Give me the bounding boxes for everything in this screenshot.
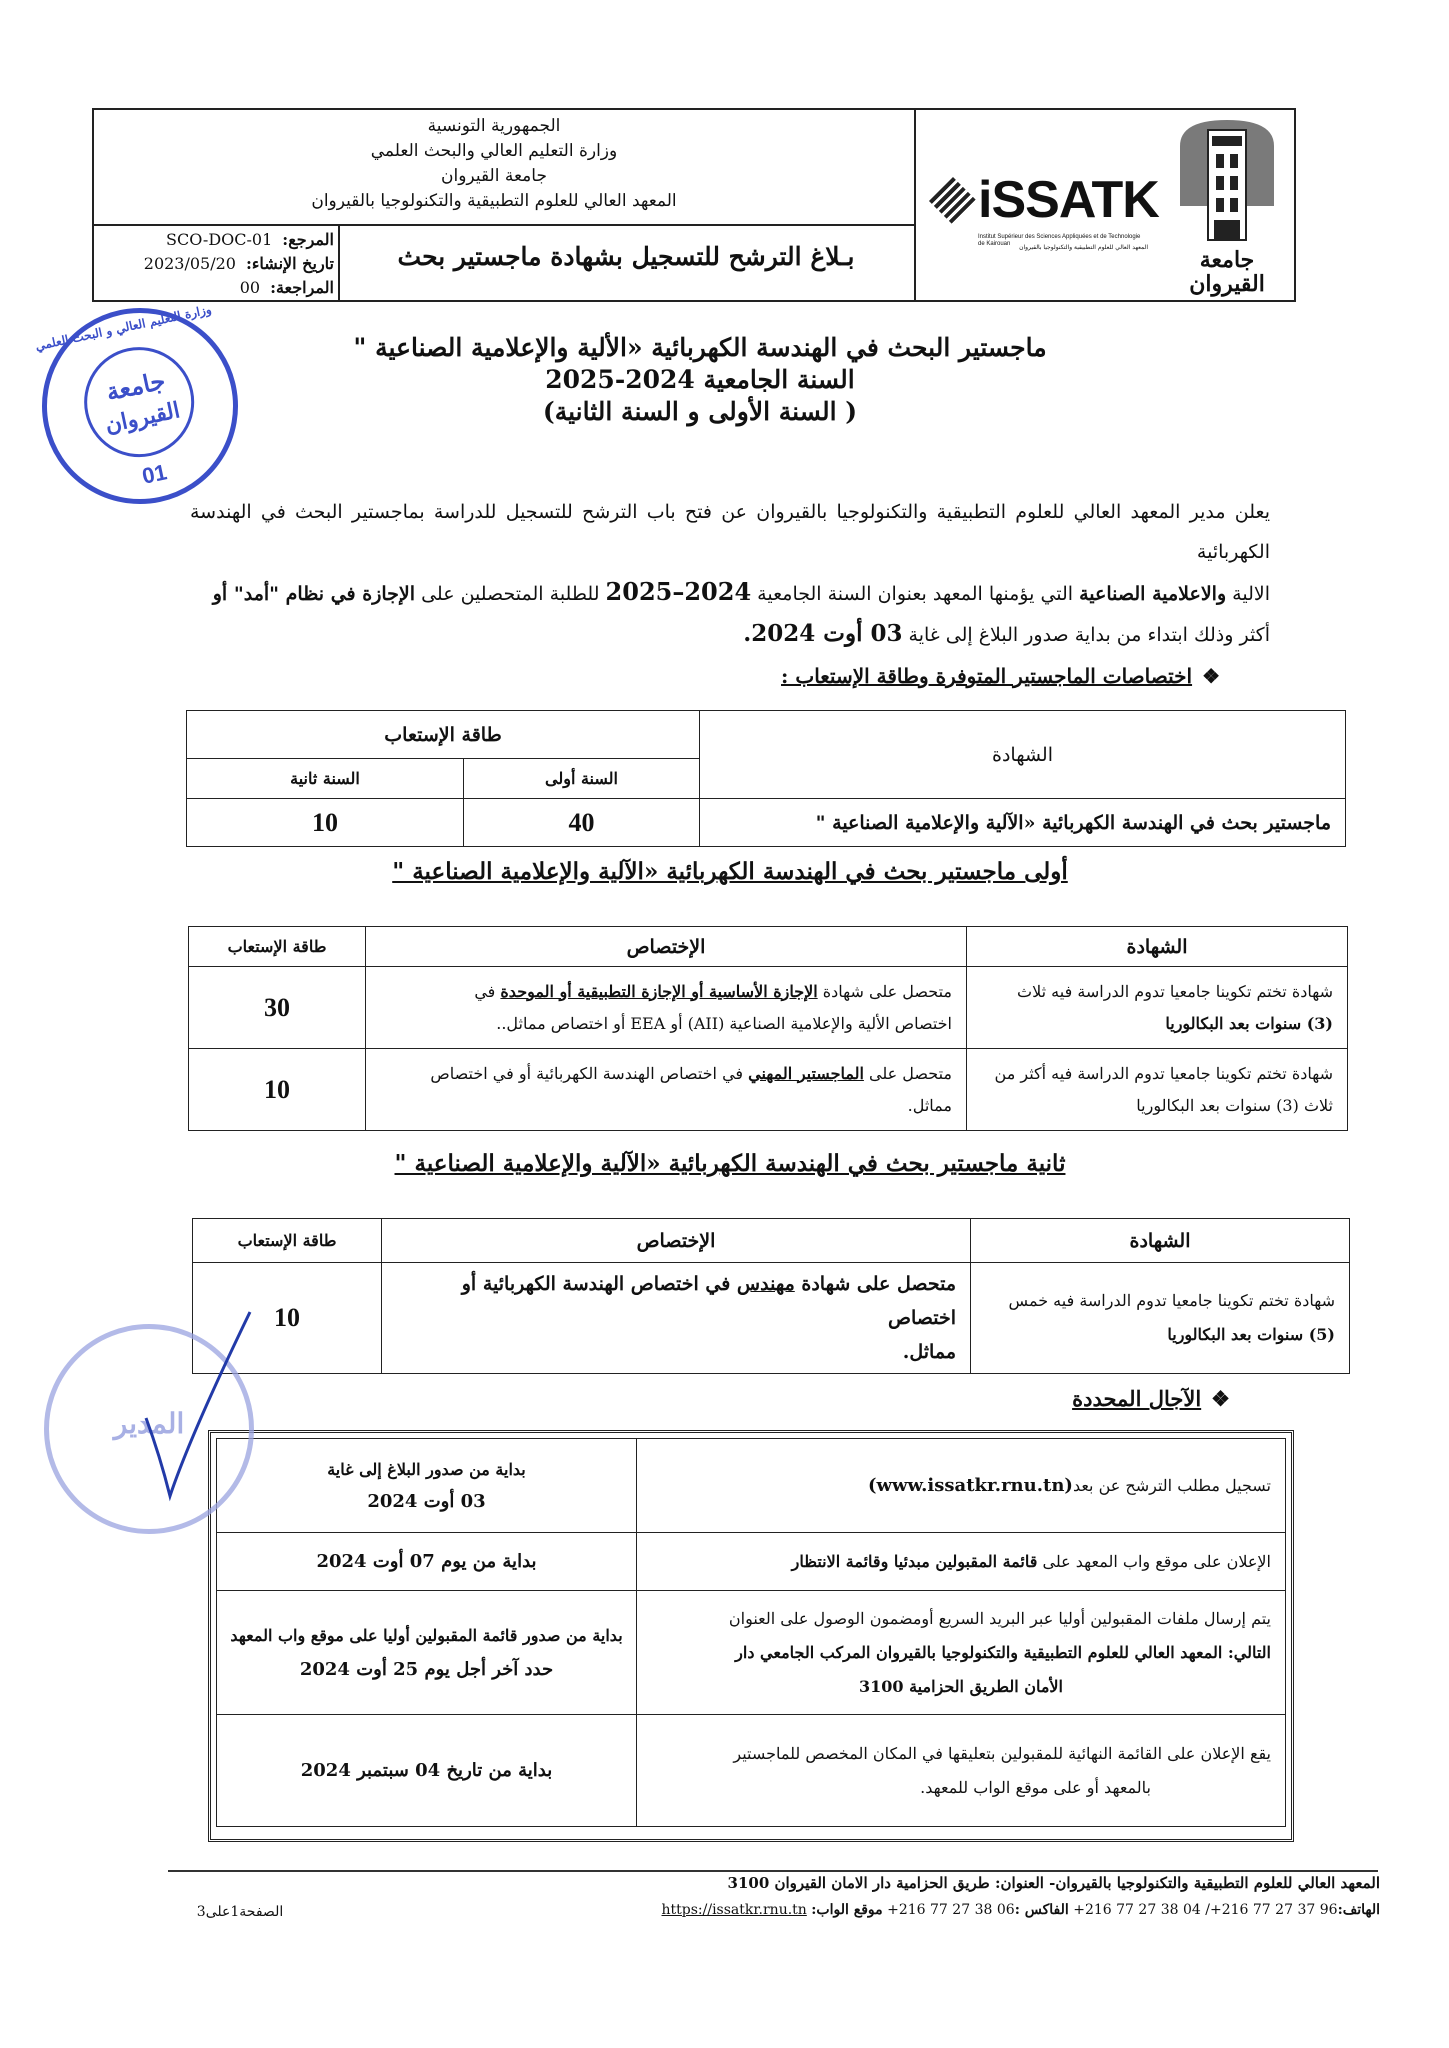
col-capacity-header: طاقة الإستعاب	[189, 927, 366, 967]
revision-value: 00	[239, 278, 261, 297]
stamp-center-line2: القيروان	[102, 397, 183, 439]
deadline-action: يقع الإعلان على القائمة النهائية للمقبولين بتعليقها في المكان المخصص للماجستير بالمعهد أو على موقع الواب للمعهد.	[637, 1715, 1286, 1827]
announcement-paragraph	[190, 492, 1270, 655]
revision-label: المراجعة:	[270, 278, 334, 297]
diamond-logo-icon	[929, 177, 977, 225]
deadline-action: يتم إرسال ملفات المقبولين أوليا عبر البريد السريع أومضمون الوصول على العنوان التالي: المعهد العالي للعلوم التطبيقية والتكنولوجيا بالقيروان المركب الجامعي دار الأمان الطريق الحزامية 3100	[637, 1591, 1286, 1715]
ref-value: SCO-DOC-01	[166, 230, 273, 249]
degree-cell: ماجستير بحث في الهندسة الكهربائية «الآلية والإعلامية الصناعية "	[700, 799, 1346, 847]
section1-heading: ❖اختصاصات الماجستير المتوفرة وطاقة الإستعاب :	[781, 664, 1220, 688]
col-year1-header: السنة أولى	[464, 759, 700, 799]
deadlines-table	[216, 1438, 1286, 1827]
university-stamp-top	[24, 290, 256, 522]
deadline-action: الإعلان على موقع واب المعهد على قائمة المقبولين مبدئيا وقائمة الانتظار	[637, 1533, 1286, 1591]
stamp-ring-text: وزارة التعليم العالي و البحث العلمي	[34, 302, 213, 354]
spec-cell: متحصل على الماجستير المهني في اختصاص الهندسة الكهربائية أو في اختصاص مماثل.	[366, 1049, 967, 1131]
university-logo	[1162, 116, 1292, 298]
document-title: بـلاغ الترشح للتسجيل بشهادة ماجستير بحث	[397, 242, 855, 271]
page-number: الصفحة1على3	[196, 1904, 284, 1920]
year1-capacity: 40	[464, 799, 700, 847]
title-line3: ( السنة الأولى و السنة الثانية)	[542, 397, 858, 426]
ministry-line: الجمهورية التونسية	[427, 116, 561, 136]
col-spec-header: الإختصاص	[382, 1219, 971, 1263]
stamp-number: 01	[139, 459, 170, 489]
year1-table	[188, 926, 1348, 1131]
col-degree-header: الشهادة	[971, 1219, 1350, 1263]
creation-date-label: تاريخ الإنشاء:	[245, 254, 334, 273]
header-hline	[94, 224, 914, 226]
degree-cell: شهادة تختم تكوينا جامعيا تدوم الدراسة فيه خمس (5) سنوات بعد البكالوريا	[971, 1263, 1350, 1374]
col-capacity-header: طاقة الإستعاب	[187, 711, 700, 759]
ministry-line: جامعة القيروان	[441, 166, 547, 186]
issatk-logo	[932, 170, 1159, 260]
section2-heading: أولى ماجستير بحث في الهندسة الكهربائية «الآلية والإعلامية الصناعية "	[392, 858, 1068, 885]
col-degree-header: الشهادة	[967, 927, 1348, 967]
stamp-center-line1: جامعة	[103, 365, 168, 407]
title-block	[300, 332, 1100, 428]
website-link[interactable]: https://issatkr.rnu.tn	[661, 1902, 807, 1918]
section3-heading: ثانية ماجستير بحث في الهندسة الكهربائية «الآلية والإعلامية الصناعية "	[394, 1150, 1066, 1177]
deadline-date: بداية من تاريخ 04 سبتمبر 2024	[217, 1715, 637, 1827]
ministry-line: المعهد العالي للعلوم التطبيقية والتكنولوجيا بالقيروان	[311, 191, 677, 211]
col-capacity-header: طاقة الإستعاب	[193, 1219, 382, 1263]
col-degree-header: الشهادة	[700, 711, 1346, 799]
deadline-date: بداية من صدور قائمة المقبولين أوليا على موقع واب المعهد حدد آخر أجل يوم 25 أوت 2024	[217, 1591, 637, 1715]
capacity-cell: 10	[193, 1263, 382, 1374]
header-vline-ref	[338, 224, 340, 300]
capacity-cell: 10	[189, 1049, 366, 1131]
announcement-line2: الالية والاعلامية الصناعية التي يؤمنها المعهد بعنوان السنة الجامعية 2024–2025 للطلبة المتحصلين على الإجازة في نظام "أمد" أو	[212, 577, 1270, 606]
year2-table	[192, 1218, 1350, 1374]
title-line1: ماجستير البحث في الهندسة الكهربائية «الألية والإعلامية الصناعية "	[353, 333, 1047, 362]
director-stamp-text: المدير	[113, 1407, 185, 1440]
signature-icon	[130, 1306, 290, 1536]
col-spec-header: الإختصاص	[366, 927, 967, 967]
bullet-diamond-icon: ❖	[1211, 1386, 1230, 1411]
footer-contact: الهاتف:96 37 27 77 216+/ 04 38 27 77 216+ الفاكس :06 38 27 77 216+ موقع الواب: https://issatkr.rnu.tn	[661, 1902, 1380, 1918]
deadline-action: تسجيل مطلب الترشح عن بعد(www.issatkr.rnu.tn)	[637, 1439, 1286, 1533]
ref-label: المرجع:	[282, 230, 334, 249]
spec-cell: متحصل على شهادة الإجازة الأساسية أو الإجازة التطبيقية أو الموحدة في اختصاص الألية والإعلامية الصناعية (AII) أو EEA أو اختصاص مماثل..	[366, 967, 967, 1049]
university-logo-text: جامعة القيروان	[1189, 247, 1265, 297]
title-line2: السنة الجامعية 2024-2025	[545, 365, 855, 394]
section4-heading: ❖الآجال المحددة	[1072, 1386, 1230, 1411]
footer-rule	[168, 1870, 1378, 1872]
header-box	[92, 108, 1296, 302]
ministry-block	[214, 114, 774, 214]
ministry-line: وزارة التعليم العالي والبحث العلمي	[370, 141, 618, 161]
capacity-cell: 30	[189, 967, 366, 1049]
reference-block	[102, 228, 334, 300]
bullet-diamond-icon: ❖	[1202, 664, 1220, 688]
degree-cell: شهادة تختم تكوينا جامعيا تدوم الدراسة فيه ثلاث (3) سنوات بعد البكالوريا	[967, 967, 1348, 1049]
creation-date-value: 2023/05/20	[143, 254, 236, 273]
degree-cell: شهادة تختم تكوينا جامعيا تدوم الدراسة فيه أكثر من ثلاث (3) سنوات بعد البكالوريا	[967, 1049, 1348, 1131]
deadline-date: بداية من يوم 07 أوت 2024	[217, 1533, 637, 1591]
logo-subtitle-ar: المعهد العالي للعلوم التطبيقية والتكنولوجيا بالقيروان	[1019, 244, 1148, 251]
year2-capacity: 10	[187, 799, 464, 847]
deadline-date: بداية من صدور البلاغ إلى غاية 03 أوت 2024	[217, 1439, 637, 1533]
col-year2-header: السنة ثانية	[187, 759, 464, 799]
spec-cell: متحصل على شهادة مهندس في اختصاص الهندسة الكهربائية أو اختصاص مماثل.	[382, 1263, 971, 1374]
footer-address: المعهد العالي للعلوم التطبيقية والتكنولوجيا بالقيروان- العنوان: طريق الحزامية دار الامان القيروان 3100	[727, 1874, 1380, 1892]
announcement-line3: أكثر وذلك ابتداء من بداية صدور البلاغ إلى غاية 03 أوت 2024.	[743, 620, 1270, 647]
logo-text: iSSATK	[978, 171, 1159, 229]
capacity-summary-table	[186, 710, 1346, 847]
header-divider	[914, 110, 916, 300]
logo-subtitle: Institut Supérieur des Sciences Appliquées et de Technologie de Kairouan	[978, 234, 1141, 247]
announcement-line1: يعلن مدير المعهد العالي للعلوم التطبيقية والتكنولوجيا بالقيروان عن فتح باب الترشح للتسجيل للدراسة بماجستير البحث في الهندسة الكهربائية	[190, 501, 1270, 563]
